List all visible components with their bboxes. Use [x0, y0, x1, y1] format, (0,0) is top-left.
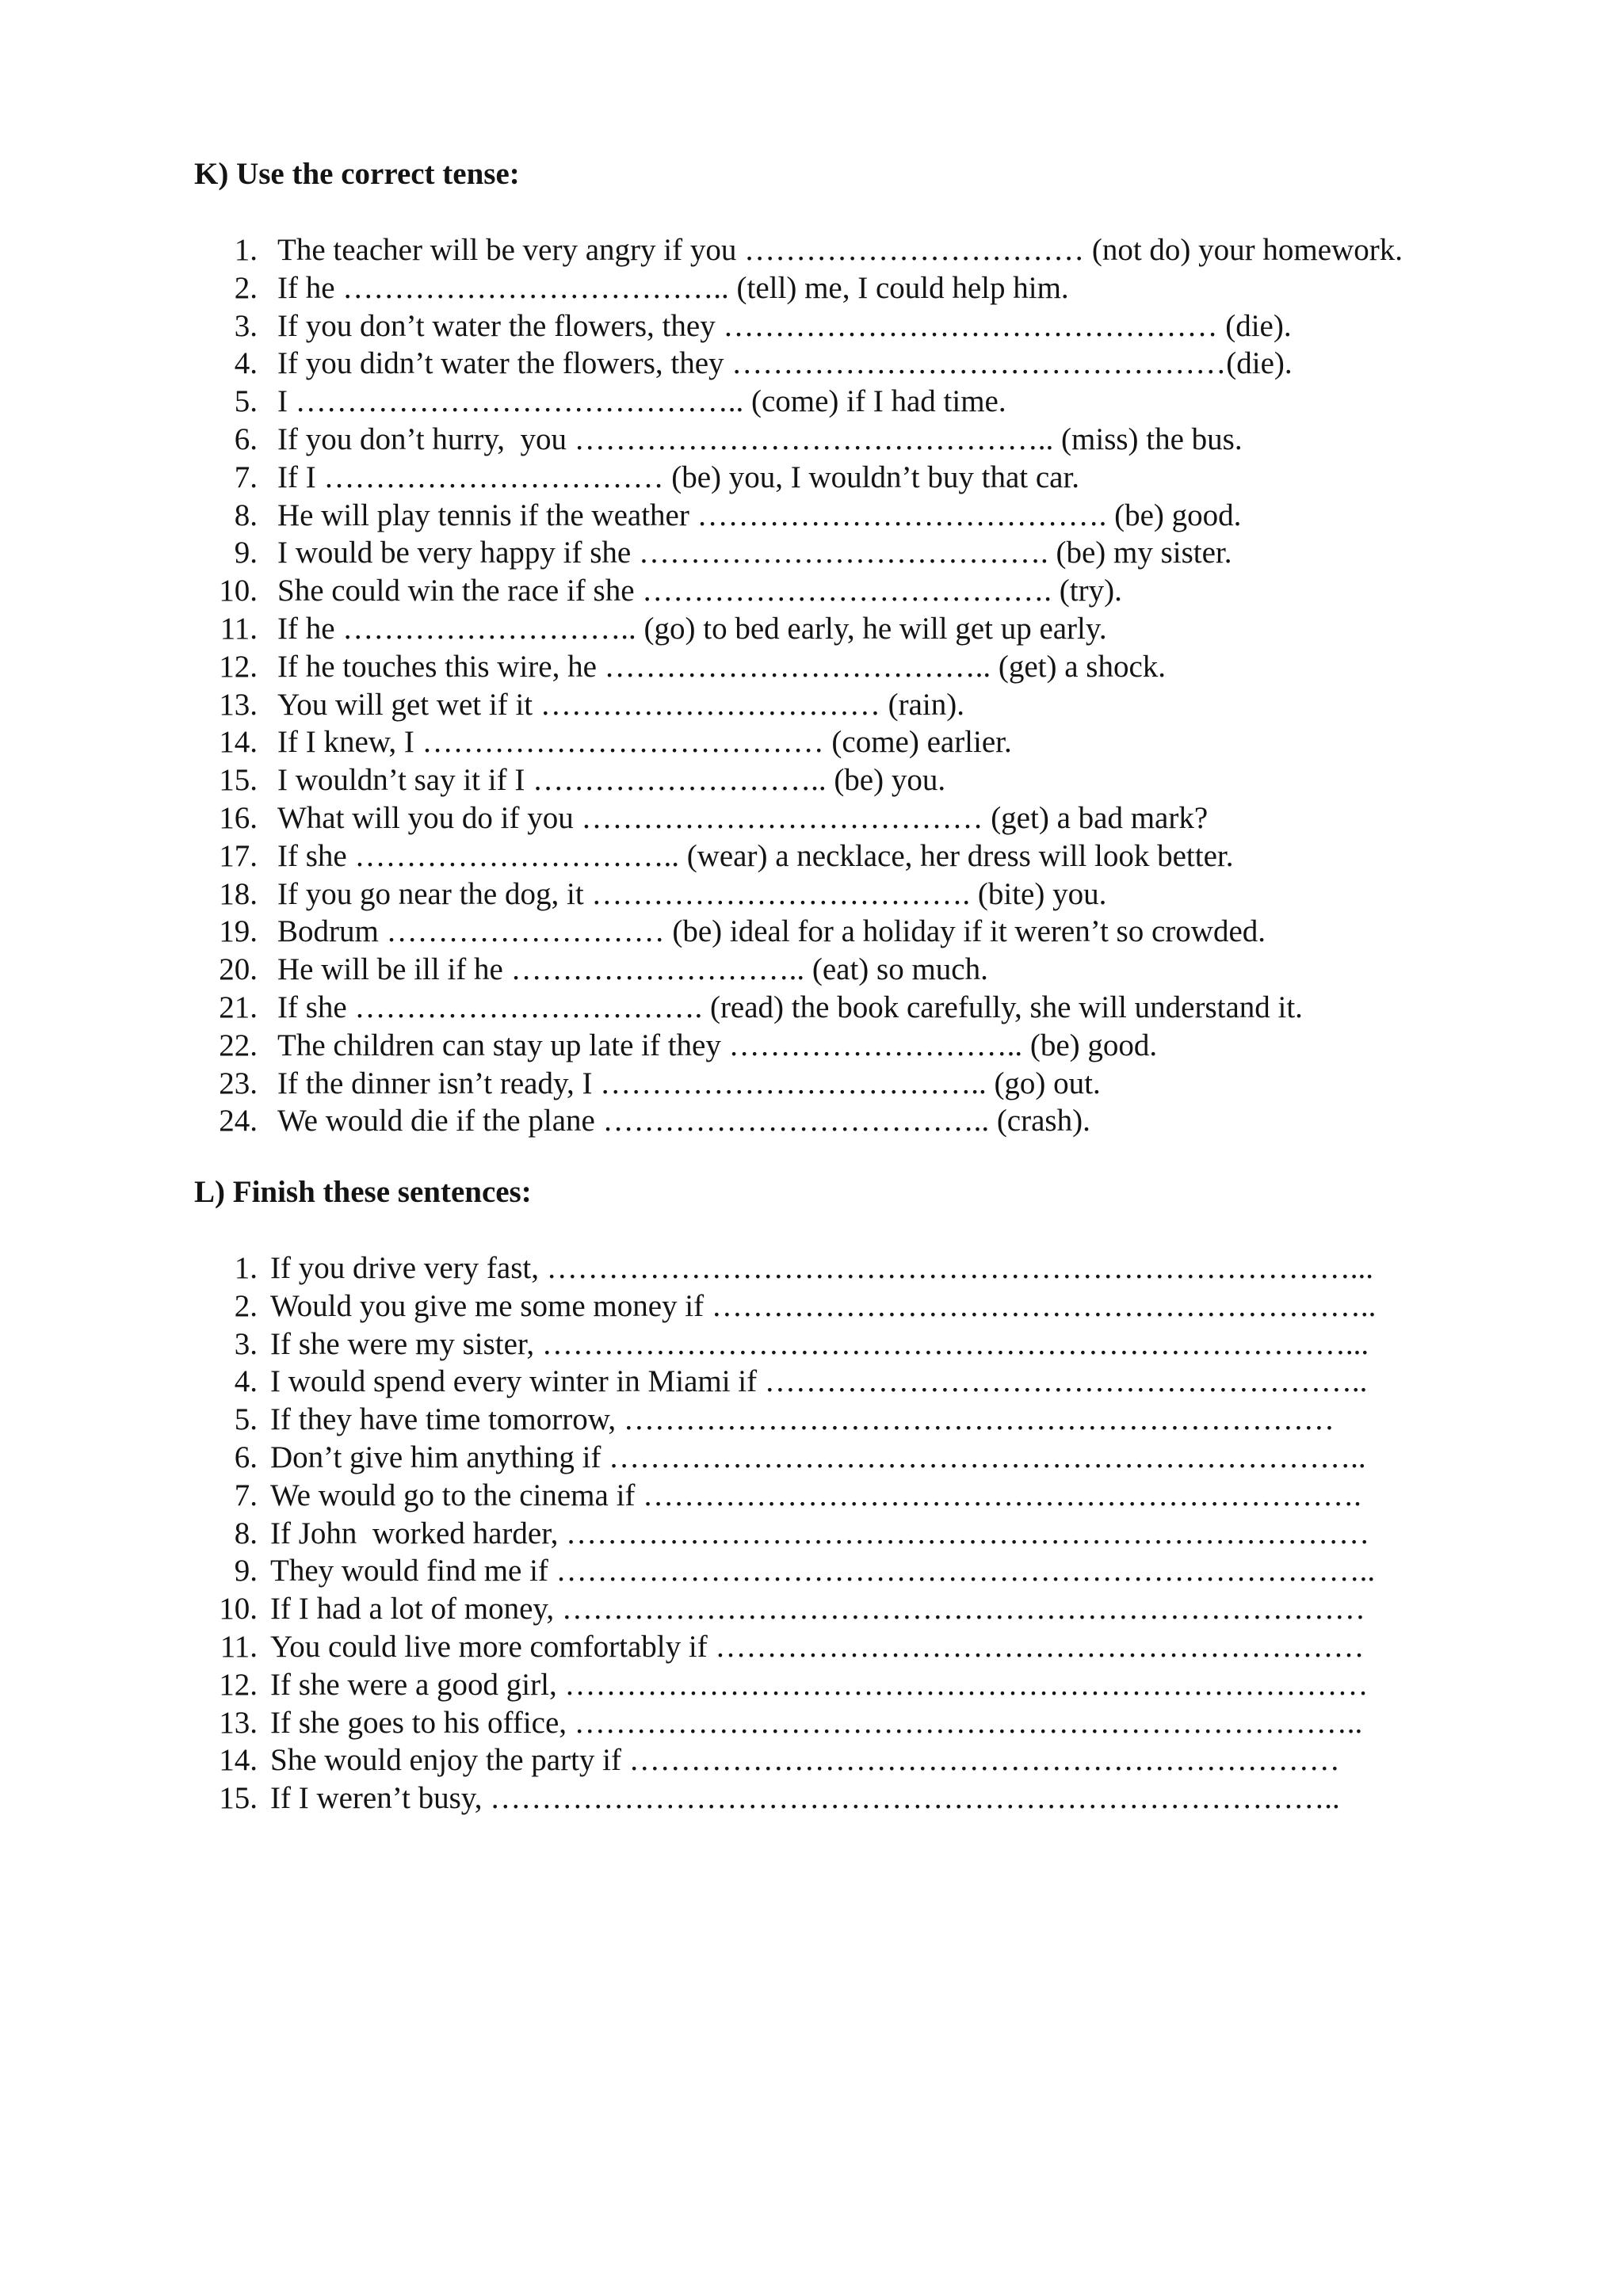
- item-sentence: If I …………………………… (be) you, I wouldn’t buy that car.: [277, 460, 1080, 494]
- item-number: 3.: [234, 1326, 258, 1361]
- item-number: 13.: [219, 687, 258, 722]
- item-number: 15.: [219, 1781, 258, 1816]
- item-sentence: The teacher will be very angry if you …………………………… (not do) your homework.: [277, 233, 1403, 267]
- item-number: 4.: [234, 1364, 258, 1399]
- item-number: 8.: [234, 1516, 258, 1550]
- item-sentence: We would die if the plane ……………………………….. (crash).: [277, 1104, 1090, 1138]
- item-sentence: If the dinner isn’t ready, I ……………………………….. (go) out.: [277, 1066, 1101, 1100]
- item-sentence: If I knew, I ………………………………… (come) earlier.: [277, 725, 1012, 760]
- item-number: 23.: [219, 1066, 258, 1100]
- item-number: 3.: [234, 308, 258, 343]
- item-sentence: If he ……………………………….. (tell) me, I could help him.: [277, 270, 1069, 305]
- item-sentence: Bodrum ……………………… (be) ideal for a holiday if it weren’t so crowded.: [277, 914, 1266, 949]
- item-number: 21.: [219, 990, 258, 1024]
- item-number: 10.: [219, 574, 258, 608]
- section-l-heading: L) Finish these sentences:: [194, 1175, 532, 1209]
- item-number: 7.: [234, 1478, 258, 1512]
- item-sentence: If she were a good girl, ……………………………………………………………………: [270, 1667, 1369, 1702]
- item-number: 22.: [219, 1028, 258, 1062]
- item-sentence: What will you do if you ………………………………… (get) a bad mark?: [277, 800, 1209, 835]
- item-number: 1.: [234, 1251, 258, 1285]
- item-sentence: You will get wet if it …………………………… (rain).: [277, 687, 964, 722]
- item-number: 5.: [234, 1402, 258, 1437]
- item-sentence: She would enjoy the party if ……………………………………………………………: [270, 1743, 1340, 1778]
- item-number: 9.: [234, 1554, 258, 1589]
- item-sentence: If she were my sister, ……………………………………………………………………...: [270, 1326, 1369, 1361]
- section-k-heading: K) Use the correct tense:: [194, 157, 520, 191]
- item-number: 15.: [219, 763, 258, 798]
- item-number: 11.: [220, 611, 258, 646]
- item-number: 14.: [219, 725, 258, 760]
- item-number: 16.: [219, 800, 258, 835]
- item-sentence: If she ………………………….. (wear) a necklace, her dress will look better.: [277, 838, 1234, 873]
- item-sentence: If you don’t water the flowers, they ………………………………………… (die).: [277, 308, 1292, 343]
- item-number: 13.: [219, 1705, 258, 1740]
- item-sentence: If I weren’t busy, ………………………………………………………………………..: [270, 1781, 1340, 1816]
- item-number: 8.: [234, 498, 258, 532]
- item-number: 6.: [234, 1440, 258, 1474]
- item-sentence: If John worked harder, ……………………………………………………………………: [270, 1516, 1370, 1550]
- item-number: 1.: [234, 233, 258, 267]
- item-sentence: He will play tennis if the weather …………………………………. (be) good.: [277, 498, 1242, 532]
- item-sentence: You could live more comfortably if ………………………………………………………: [270, 1629, 1365, 1664]
- item-sentence: Don’t give him anything if ………………………………………………………………..: [270, 1440, 1366, 1474]
- item-number: 5.: [234, 384, 258, 419]
- item-sentence: If you didn’t water the flowers, they …………………………………………(die).: [277, 346, 1293, 381]
- item-number: 24.: [219, 1104, 258, 1138]
- item-sentence: Would you give me some money if ………………………………………………………..: [270, 1288, 1377, 1323]
- item-sentence: If she ……………………………. (read) the book carefully, she will understand it.: [277, 990, 1303, 1024]
- item-sentence: If he touches this wire, he ……………………………….. (get) a shock.: [277, 649, 1167, 684]
- item-number: 12.: [219, 649, 258, 684]
- item-sentence: She could win the race if she …………………………………. (try).: [277, 574, 1122, 608]
- item-number: 4.: [234, 346, 258, 381]
- item-number: 19.: [219, 914, 258, 949]
- item-number: 7.: [234, 460, 258, 494]
- item-sentence: If she goes to his office, …………………………………………………………………..: [270, 1705, 1363, 1740]
- item-sentence: If he ……………………….. (go) to bed early, he will get up early.: [277, 611, 1107, 646]
- item-sentence: I would spend every winter in Miami if …………………………………………………..: [270, 1364, 1368, 1399]
- item-number: 2.: [234, 270, 258, 305]
- item-number: 17.: [219, 838, 258, 873]
- item-number: 9.: [234, 536, 258, 570]
- item-number: 11.: [220, 1629, 258, 1664]
- item-sentence: They would find me if ……………………………………………………………………..: [270, 1554, 1376, 1589]
- item-sentence: He will be ill if he ……………………….. (eat) so much.: [277, 952, 988, 987]
- item-number: 6.: [234, 421, 258, 456]
- item-sentence: I wouldn’t say it if I ……………………….. (be) you.: [277, 763, 946, 798]
- item-sentence: I would be very happy if she …………………………………. (be) my sister.: [277, 536, 1232, 570]
- item-sentence: We would go to the cinema if …………………………………………………………….: [270, 1478, 1361, 1512]
- item-sentence: If they have time tomorrow, ……………………………………………………………: [270, 1402, 1335, 1437]
- item-sentence: If you drive very fast, ……………………………………………………………………...: [270, 1251, 1373, 1285]
- item-number: 2.: [234, 1288, 258, 1323]
- item-number: 10.: [219, 1592, 258, 1627]
- item-sentence: If you don’t hurry, you ……………………………………….. (miss) the bus.: [277, 421, 1243, 456]
- item-sentence: I …………………………………….. (come) if I had time.: [277, 384, 1006, 419]
- item-sentence: If you go near the dog, it ………………………………. (bite) you.: [277, 876, 1107, 911]
- item-number: 20.: [219, 952, 258, 987]
- item-number: 12.: [219, 1667, 258, 1702]
- item-sentence: The children can stay up late if they ……………………….. (be) good.: [277, 1028, 1158, 1062]
- item-number: 14.: [219, 1743, 258, 1778]
- item-sentence: If I had a lot of money, ……………………………………………………………………: [270, 1592, 1365, 1627]
- item-number: 18.: [219, 876, 258, 911]
